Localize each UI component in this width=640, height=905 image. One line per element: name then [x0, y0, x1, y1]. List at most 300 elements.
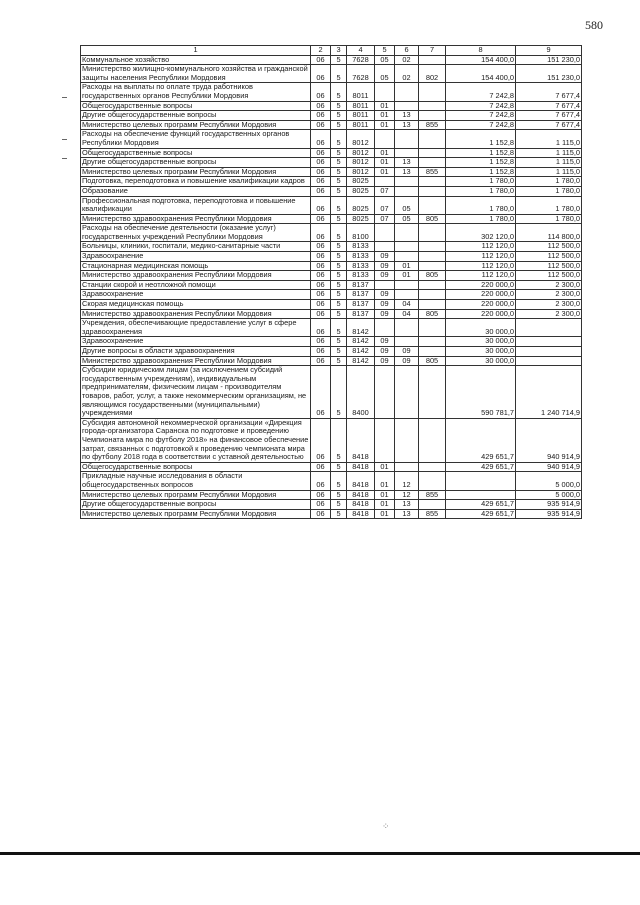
cell-amount: 429 651,7	[446, 500, 516, 510]
cell-code	[395, 148, 419, 158]
table-row	[81, 309, 582, 319]
row-name: Другие общегосударственные вопросы	[81, 111, 311, 121]
cell-code	[375, 280, 395, 290]
table-row	[81, 83, 582, 101]
cell-code: 5	[331, 242, 347, 252]
row-name: Субсидия автономной некоммерческой организации «Дирекция города-организатора Саранска по подготовке и проведению Чемпионата мира по футболу 2018» на финансовое обеспечение затрат, связанных с подготовкой к проведению чемпионата мира по футболу 2018 года в соответствии с уставной деятельностью	[81, 418, 311, 462]
cell-code: 06	[311, 224, 331, 242]
cell-code	[419, 148, 446, 158]
cell-code	[419, 83, 446, 101]
cell-code: 06	[311, 290, 331, 300]
cell-code	[419, 261, 446, 271]
cell-code: 855	[419, 509, 446, 519]
cell-code	[395, 177, 419, 187]
cell-code: 01	[375, 490, 395, 500]
cell-code: 8133	[347, 261, 375, 271]
cell-code	[419, 290, 446, 300]
cell-amount: 935 914,9	[516, 509, 582, 519]
cell-code: 09	[375, 356, 395, 366]
table-row	[81, 261, 582, 271]
row-name: Министерство целевых программ Республики Мордовия	[81, 167, 311, 177]
cell-code: 13	[395, 111, 419, 121]
table-row	[81, 177, 582, 187]
cell-code	[375, 366, 395, 419]
cell-code: 04	[395, 309, 419, 319]
table-row	[81, 366, 582, 419]
cell-code	[419, 280, 446, 290]
margin-mark	[62, 97, 67, 98]
cell-code	[419, 300, 446, 310]
cell-code: 8012	[347, 158, 375, 168]
cell-code: 06	[311, 196, 331, 214]
cell-code	[419, 111, 446, 121]
cell-code	[419, 101, 446, 111]
table-body	[81, 55, 582, 519]
cell-amount: 30 000,0	[446, 347, 516, 357]
cell-code: 01	[375, 500, 395, 510]
cell-code: 8100	[347, 224, 375, 242]
cell-amount: 1 780,0	[446, 214, 516, 224]
cell-code	[395, 280, 419, 290]
cell-code	[395, 366, 419, 419]
cell-code	[419, 224, 446, 242]
cell-amount: 220 000,0	[446, 290, 516, 300]
cell-code: 01	[395, 271, 419, 281]
cell-amount: 30 000,0	[446, 337, 516, 347]
cell-amount: 7 242,8	[446, 101, 516, 111]
cell-code: 12	[395, 490, 419, 500]
table-row	[81, 280, 582, 290]
column-header: 2	[311, 46, 331, 56]
cell-code	[419, 242, 446, 252]
cell-code: 5	[331, 167, 347, 177]
cell-code: 5	[331, 337, 347, 347]
cell-code: 5	[331, 490, 347, 500]
table-row	[81, 347, 582, 357]
cell-code	[395, 186, 419, 196]
table-row	[81, 167, 582, 177]
cell-amount: 940 914,9	[516, 418, 582, 462]
table-row	[81, 186, 582, 196]
cell-code: 01	[375, 509, 395, 519]
margin-mark	[62, 139, 67, 140]
cell-code: 8133	[347, 271, 375, 281]
row-name: Расходы на выплаты по оплате труда работников государственных органов Республики Мордовия	[81, 83, 311, 101]
cell-amount: 1 115,0	[516, 158, 582, 168]
cell-amount: 2 300,0	[516, 290, 582, 300]
cell-code	[419, 319, 446, 337]
cell-code: 5	[331, 101, 347, 111]
cell-code: 805	[419, 214, 446, 224]
cell-code: 8418	[347, 418, 375, 462]
cell-amount: 429 651,7	[446, 462, 516, 472]
cell-code: 09	[375, 309, 395, 319]
cell-code: 5	[331, 158, 347, 168]
cell-code: 7628	[347, 65, 375, 83]
cell-amount: 940 914,9	[516, 462, 582, 472]
row-name: Здравоохранение	[81, 290, 311, 300]
cell-code: 5	[331, 462, 347, 472]
cell-code: 01	[375, 167, 395, 177]
cell-code: 06	[311, 242, 331, 252]
row-name: Скорая медицинская помощь	[81, 300, 311, 310]
cell-code: 06	[311, 214, 331, 224]
cell-code: 05	[375, 55, 395, 65]
cell-amount: 590 781,7	[446, 366, 516, 419]
cell-code	[419, 462, 446, 472]
cell-code: 06	[311, 319, 331, 337]
cell-code	[375, 83, 395, 101]
column-header: 6	[395, 46, 419, 56]
table-row	[81, 462, 582, 472]
cell-code: 5	[331, 271, 347, 281]
scan-artifact: ⁘	[382, 822, 390, 832]
cell-code: 12	[395, 472, 419, 490]
cell-amount: 2 300,0	[516, 309, 582, 319]
cell-code: 06	[311, 83, 331, 101]
cell-code	[395, 130, 419, 148]
table-row	[81, 509, 582, 519]
cell-amount: 112 500,0	[516, 271, 582, 281]
cell-code	[419, 186, 446, 196]
cell-amount: 5 000,0	[516, 472, 582, 490]
budget-table-container	[80, 45, 581, 519]
cell-code: 5	[331, 83, 347, 101]
cell-code	[375, 177, 395, 187]
cell-code: 06	[311, 148, 331, 158]
cell-code: 01	[375, 462, 395, 472]
cell-code: 5	[331, 309, 347, 319]
cell-code: 5	[331, 224, 347, 242]
cell-code: 8137	[347, 290, 375, 300]
cell-code: 01	[375, 111, 395, 121]
cell-code: 5	[331, 300, 347, 310]
cell-amount: 114 800,0	[516, 224, 582, 242]
cell-code: 855	[419, 120, 446, 130]
table-row	[81, 319, 582, 337]
cell-code	[419, 418, 446, 462]
cell-code: 06	[311, 271, 331, 281]
cell-code: 7628	[347, 55, 375, 65]
row-name: Прикладные научные исследования в области общегосударственных вопросов	[81, 472, 311, 490]
cell-amount: 220 000,0	[446, 300, 516, 310]
cell-code: 09	[375, 290, 395, 300]
cell-code: 8142	[347, 356, 375, 366]
cell-code: 8025	[347, 177, 375, 187]
cell-code: 06	[311, 500, 331, 510]
cell-code: 8137	[347, 300, 375, 310]
cell-code: 06	[311, 252, 331, 262]
budget-table	[80, 45, 582, 519]
cell-code: 01	[375, 101, 395, 111]
cell-code: 5	[331, 319, 347, 337]
cell-code: 04	[395, 300, 419, 310]
table-row	[81, 290, 582, 300]
cell-amount: 1 780,0	[516, 186, 582, 196]
cell-code: 8012	[347, 167, 375, 177]
row-name: Подготовка, переподготовка и повышение квалификации кадров	[81, 177, 311, 187]
cell-code: 5	[331, 177, 347, 187]
cell-code: 05	[395, 214, 419, 224]
cell-code: 06	[311, 177, 331, 187]
row-name: Образование	[81, 186, 311, 196]
cell-code: 855	[419, 490, 446, 500]
cell-code	[375, 418, 395, 462]
cell-amount: 7 677,4	[516, 101, 582, 111]
cell-code: 8137	[347, 280, 375, 290]
row-name: Расходы на обеспечение деятельности (оказание услуг) государственных учреждений Республики Мордовия	[81, 224, 311, 242]
row-name: Министерство целевых программ Республики Мордовия	[81, 120, 311, 130]
cell-amount	[446, 472, 516, 490]
cell-code	[419, 55, 446, 65]
margin-mark	[62, 158, 67, 159]
cell-code: 06	[311, 462, 331, 472]
cell-code: 01	[375, 472, 395, 490]
row-name: Расходы на обеспечение функций государственных органов Республики Мордовия	[81, 130, 311, 148]
cell-amount: 151 230,0	[516, 65, 582, 83]
cell-amount: 112 500,0	[516, 252, 582, 262]
row-name: Другие вопросы в области здравоохранения	[81, 347, 311, 357]
cell-code	[395, 252, 419, 262]
cell-code	[395, 319, 419, 337]
row-name: Здравоохранение	[81, 252, 311, 262]
cell-code: 5	[331, 500, 347, 510]
bottom-rule	[0, 852, 640, 855]
cell-code: 5	[331, 55, 347, 65]
cell-code: 5	[331, 418, 347, 462]
cell-code: 06	[311, 490, 331, 500]
cell-code: 8142	[347, 337, 375, 347]
column-header: 7	[419, 46, 446, 56]
cell-amount: 112 500,0	[516, 261, 582, 271]
cell-code	[395, 224, 419, 242]
row-name: Министерство жилищно-коммунального хозяйства и гражданской защиты населения Республики Мордовия	[81, 65, 311, 83]
cell-code	[395, 101, 419, 111]
cell-amount: 7 677,4	[516, 83, 582, 101]
table-row	[81, 252, 582, 262]
cell-amount: 2 300,0	[516, 300, 582, 310]
cell-code: 09	[375, 337, 395, 347]
cell-code	[419, 347, 446, 357]
row-name: Субсидии юридическим лицам (за исключением субсидий государственным учреждениям), индивидуальным предпринимателям, физическим лицам - производителям товаров, работ, услуг, а также некоммерческим организациям, не являющимся государственными (муниципальными) учреждениями	[81, 366, 311, 419]
table-row	[81, 490, 582, 500]
cell-code: 05	[395, 196, 419, 214]
cell-code	[395, 337, 419, 347]
cell-code: 06	[311, 509, 331, 519]
row-name: Учреждения, обеспечивающие предоставление услуг в сфере здравоохранения	[81, 319, 311, 337]
cell-amount: 30 000,0	[446, 356, 516, 366]
table-row	[81, 214, 582, 224]
cell-code: 06	[311, 472, 331, 490]
cell-code: 8011	[347, 83, 375, 101]
cell-code: 5	[331, 356, 347, 366]
cell-code: 06	[311, 366, 331, 419]
cell-code: 09	[375, 261, 395, 271]
cell-code	[375, 319, 395, 337]
cell-amount: 112 120,0	[446, 252, 516, 262]
cell-amount: 220 000,0	[446, 280, 516, 290]
cell-code: 06	[311, 55, 331, 65]
cell-code: 8418	[347, 490, 375, 500]
cell-code: 5	[331, 261, 347, 271]
row-name: Общегосударственные вопросы	[81, 462, 311, 472]
cell-code: 805	[419, 309, 446, 319]
table-row	[81, 500, 582, 510]
cell-code: 5	[331, 65, 347, 83]
cell-code: 13	[395, 158, 419, 168]
cell-amount: 151 230,0	[516, 55, 582, 65]
cell-amount	[516, 347, 582, 357]
cell-code: 05	[375, 65, 395, 83]
cell-code: 5	[331, 130, 347, 148]
table-row	[81, 224, 582, 242]
cell-code: 06	[311, 111, 331, 121]
cell-code	[419, 130, 446, 148]
cell-amount: 7 677,4	[516, 120, 582, 130]
cell-amount: 1 152,8	[446, 148, 516, 158]
cell-code: 01	[375, 158, 395, 168]
cell-code: 8012	[347, 130, 375, 148]
cell-code: 02	[395, 65, 419, 83]
cell-code: 8011	[347, 120, 375, 130]
cell-code: 8400	[347, 366, 375, 419]
cell-code: 06	[311, 130, 331, 148]
cell-code: 09	[375, 271, 395, 281]
cell-code: 8142	[347, 347, 375, 357]
cell-code: 8418	[347, 472, 375, 490]
cell-code: 06	[311, 101, 331, 111]
cell-code: 5	[331, 111, 347, 121]
cell-code: 805	[419, 356, 446, 366]
cell-code: 5	[331, 509, 347, 519]
cell-amount: 1 152,8	[446, 158, 516, 168]
table-row	[81, 472, 582, 490]
cell-code: 5	[331, 120, 347, 130]
cell-amount: 1 115,0	[516, 130, 582, 148]
cell-amount: 5 000,0	[516, 490, 582, 500]
cell-code: 8418	[347, 509, 375, 519]
cell-code: 5	[331, 366, 347, 419]
cell-code: 06	[311, 167, 331, 177]
cell-code	[375, 130, 395, 148]
table-row	[81, 158, 582, 168]
cell-code: 06	[311, 418, 331, 462]
row-name: Министерство здравоохранения Республики Мордовия	[81, 309, 311, 319]
cell-amount	[516, 356, 582, 366]
table-row	[81, 196, 582, 214]
cell-code: 07	[375, 196, 395, 214]
row-name: Стационарная медицинская помощь	[81, 261, 311, 271]
cell-amount: 1 115,0	[516, 148, 582, 158]
row-name: Станции скорой и неотложной помощи	[81, 280, 311, 290]
cell-amount: 7 242,8	[446, 83, 516, 101]
cell-code	[395, 83, 419, 101]
cell-amount: 154 400,0	[446, 55, 516, 65]
cell-code: 5	[331, 472, 347, 490]
page-number: 580	[585, 18, 603, 32]
cell-amount: 112 120,0	[446, 242, 516, 252]
row-name: Министерство целевых программ Республики Мордовия	[81, 509, 311, 519]
table-row	[81, 101, 582, 111]
cell-code	[375, 242, 395, 252]
cell-code	[419, 337, 446, 347]
column-header: 5	[375, 46, 395, 56]
cell-code	[375, 224, 395, 242]
table-row	[81, 242, 582, 252]
table-row	[81, 418, 582, 462]
table-row	[81, 111, 582, 121]
table-row	[81, 300, 582, 310]
cell-code	[395, 462, 419, 472]
cell-code: 8011	[347, 111, 375, 121]
cell-code: 01	[395, 261, 419, 271]
column-header: 9	[516, 46, 582, 56]
cell-amount: 112 120,0	[446, 261, 516, 271]
cell-code: 8025	[347, 196, 375, 214]
cell-code: 5	[331, 280, 347, 290]
row-name: Общегосударственные вопросы	[81, 101, 311, 111]
table-row	[81, 65, 582, 83]
cell-amount: 1 780,0	[516, 214, 582, 224]
table-row	[81, 130, 582, 148]
table-row	[81, 120, 582, 130]
column-header: 4	[347, 46, 375, 56]
table-row	[81, 55, 582, 65]
cell-code	[419, 158, 446, 168]
cell-code: 13	[395, 500, 419, 510]
column-header: 1	[81, 46, 311, 56]
cell-amount: 1 115,0	[516, 167, 582, 177]
cell-code: 09	[375, 300, 395, 310]
row-name: Здравоохранение	[81, 337, 311, 347]
cell-amount: 1 780,0	[446, 177, 516, 187]
cell-code: 01	[375, 148, 395, 158]
cell-code: 8012	[347, 148, 375, 158]
cell-code	[419, 500, 446, 510]
cell-code: 07	[375, 214, 395, 224]
cell-code: 06	[311, 356, 331, 366]
cell-code: 5	[331, 290, 347, 300]
row-name: Больницы, клиники, госпитали, медико-санитарные части	[81, 242, 311, 252]
cell-amount: 1 780,0	[516, 177, 582, 187]
cell-code	[419, 472, 446, 490]
cell-amount: 30 000,0	[446, 319, 516, 337]
cell-code: 8418	[347, 500, 375, 510]
cell-amount: 1 240 714,9	[516, 366, 582, 419]
cell-amount	[446, 490, 516, 500]
cell-amount: 429 651,7	[446, 509, 516, 519]
cell-code: 06	[311, 120, 331, 130]
cell-amount: 935 914,9	[516, 500, 582, 510]
cell-code: 09	[375, 252, 395, 262]
cell-code: 02	[395, 55, 419, 65]
cell-amount: 7 242,8	[446, 111, 516, 121]
cell-code: 805	[419, 271, 446, 281]
cell-code: 8025	[347, 186, 375, 196]
cell-code: 5	[331, 196, 347, 214]
cell-code: 07	[375, 186, 395, 196]
cell-amount: 1 152,8	[446, 167, 516, 177]
cell-amount: 1 780,0	[446, 186, 516, 196]
cell-code: 8025	[347, 214, 375, 224]
cell-code: 8133	[347, 242, 375, 252]
cell-code	[395, 242, 419, 252]
cell-code: 09	[395, 356, 419, 366]
table-row	[81, 271, 582, 281]
cell-code: 06	[311, 337, 331, 347]
cell-code: 13	[395, 167, 419, 177]
cell-code	[419, 177, 446, 187]
